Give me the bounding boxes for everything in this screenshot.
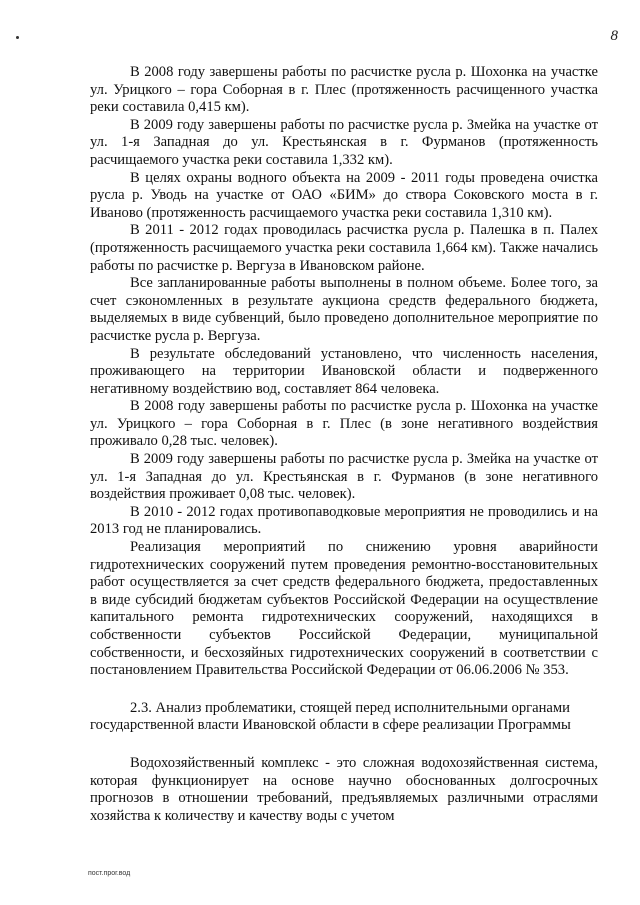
paragraph-zmeika-residents: В 2009 году завершены работы по расчистке русла р. Змейка на участке от ул. 1-я Западная до ул. Крестьянская в г. Фурманов (в зоне негативного воздействия проживает 0,08 тыс. человек).: [90, 451, 598, 503]
scan-dot: [16, 36, 19, 39]
paragraph-water-complex: Водохозяйственный комплекс - это сложная водохозяйственная система, которая функционирует на основе научно обоснованных долгосрочных прогнозов в отношении требований, предъявляемых различными отраслями хозяйства к количеству и качеству воды с учетом: [90, 754, 598, 824]
document-body: [90, 64, 598, 825]
spacer: [90, 680, 598, 700]
paragraph-hydro-structures: Реализация мероприятий по снижению уровня аварийности гидротехнических сооружений путем проведения ремонтно-восстановительных работ осуществляется за счет средств федерального бюджета, предоставленных в виде субсидий бюджетам субъектов Российской Федерации на осуществление капитального ремонта гидротехнических сооружений, находящихся в собственности субъектов Российской Федерации, муниципальной собственности, и бесхозяйных гидротехнических сооружений в соответствии с постановлением Правительства Российской Федерации от 06.06.2006 № 353.: [90, 539, 598, 679]
paragraph-zmeika-2009: В 2009 году завершены работы по расчистке русла р. Змейка на участке от ул. 1-я Западная до ул. Крестьянская в г. Фурманов (протяженность расчищаемого участка реки составила 1,332 км).: [90, 116, 598, 168]
section-heading: 2.3. Анализ проблематики, стоящей перед исполнительными органами государственной власти Ивановской области в сфере реализации Программы: [90, 699, 571, 734]
paragraph-flood-measures: В 2010 - 2012 годах противопаводковые мероприятия не проводились и на 2013 год не планировались.: [90, 503, 598, 538]
footer-file-tag: пост.прог.вод: [88, 870, 131, 877]
paragraph-population: В результате обследований установлено, что численность населения, проживающего на территории Ивановской области и подверженного негативному воздействию вод, составляет 864 человека.: [90, 345, 598, 397]
paragraph-uvod-cleanup: В целях охраны водного объекта на 2009 - 2011 годы проведена очистка русла р. Уводь на участке от ОАО «БИМ» до створа Соковского моста в г. Иваново (протяженность расчищаемого участка реки составила 1,310 км).: [90, 169, 598, 221]
spacer: [90, 735, 598, 755]
paragraph-shokhonka-residents: В 2008 году завершены работы по расчистке русла р. Шохонка на участке ул. Урицкого – гора Соборная в г. Плес (в зоне негативного воздействия проживало 0,28 тыс. человек).: [90, 398, 598, 450]
page-number: 8: [610, 28, 618, 44]
paragraph-paleshka-2011: В 2011 - 2012 годах проводилась расчистка русла р. Палешка в п. Палех (протяженность расчищаемого участка реки составила 1,664 км). Также начались работы по расчистке р. Вергуза в Ивановском районе.: [90, 222, 598, 274]
paragraph-work-completed: Все запланированные работы выполнены в полном объеме. Более того, за счет сэкономленных в результате аукциона средств федерального бюджета, выделяемых в виде субвенций, было проведено дополнительное мероприятие по расчистке русла р. Вергуза.: [90, 275, 598, 344]
paragraph-shokhonka-2008: В 2008 году завершены работы по расчистке русла р. Шохонка на участке ул. Урицкого – гора Соборная в г. Плес (протяженность расчищенного участка реки составила 0,415 км).: [90, 64, 598, 116]
